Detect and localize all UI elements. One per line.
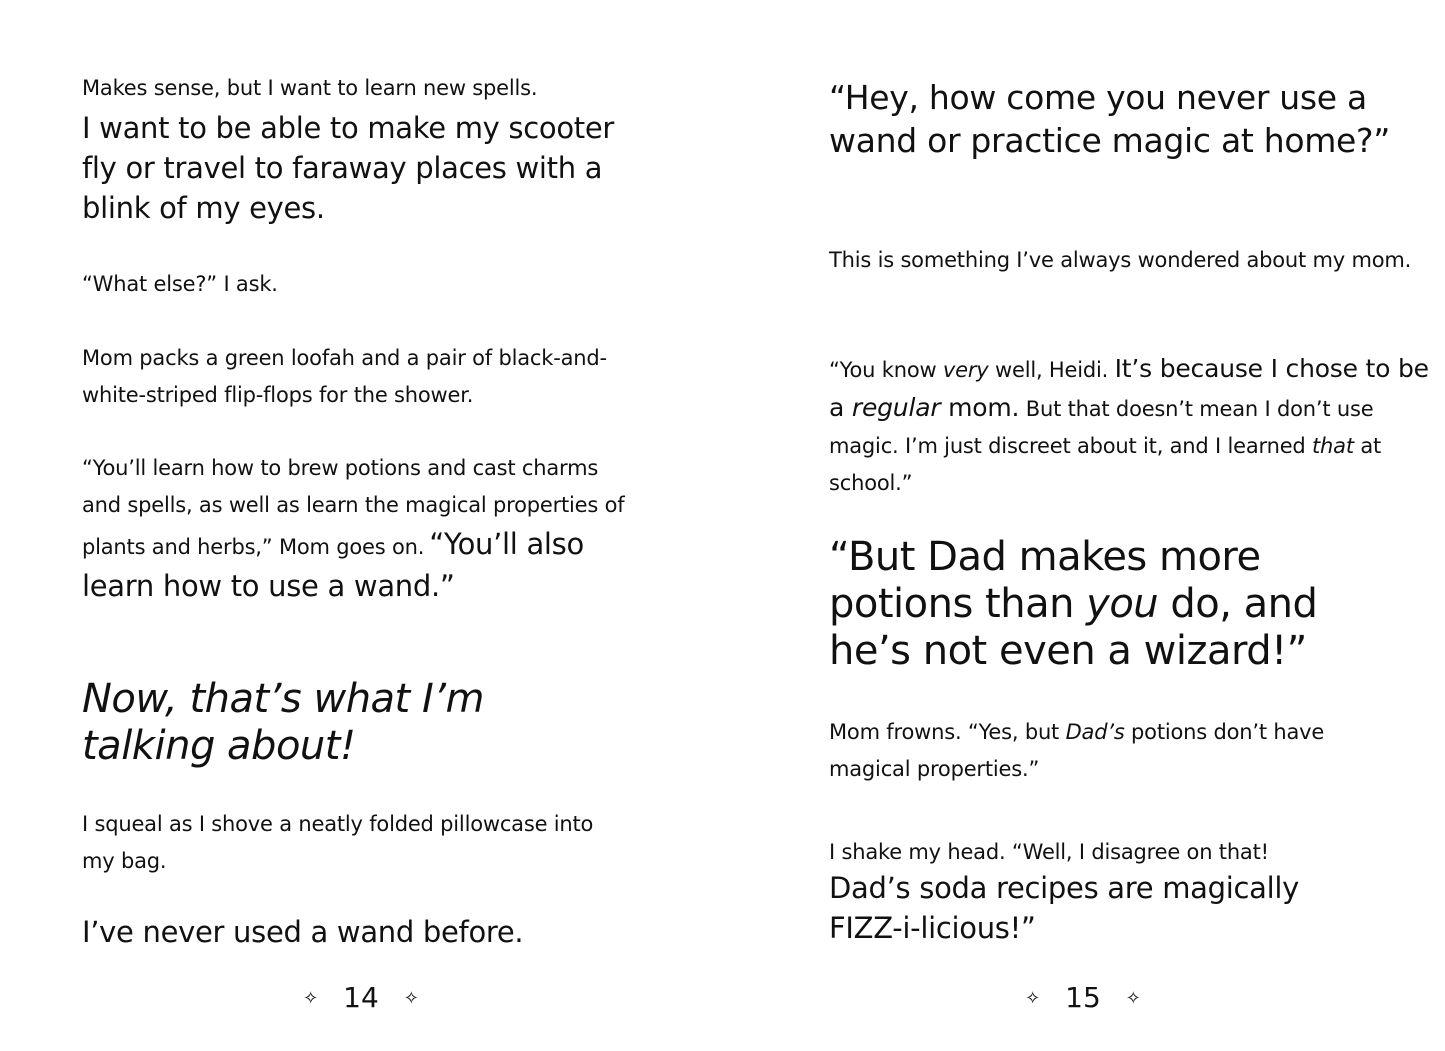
text-segment: do, and he’s not even a wizard!” [829,581,1318,674]
text-segment: “But Dad makes more potions than [829,534,1261,627]
text-segment: Mom frowns. “Yes, but [829,720,1066,744]
text-segment-large: It’s because I chose to be a [829,354,1429,422]
text-segment: “You know [829,358,943,382]
paragraph-always-wondered: This is something I’ve always wondered about my mom. [829,248,1412,272]
text-segment: But that doesn’t mean I don’t use magic. I’m just discreet about it, and I learned [829,397,1374,458]
paragraph-what-else: “What else?” I ask. [82,272,278,296]
paragraph-mom-frowns [829,714,1329,788]
paragraph-spells-intro: Makes sense, but I want to learn new spells. [82,76,538,100]
paragraph-pillowcase: I squeal as I shove a neatly folded pillowcase into my bag. [82,812,594,873]
wand-quote: “You’ll also learn how to use a wand.” [82,527,584,603]
potions-text: “You’ll learn how to brew potions and cast charms and spells, as well as learn the magical properties of plants and herbs,” Mom goes on. [82,456,625,559]
page-number: 14 [343,981,379,1014]
right-page [722,0,1444,1051]
paragraph-hey-how-come: “Hey, how come you never use a wand or practice magic at home?” [829,78,1391,160]
paragraph-dad-potions [829,534,1349,675]
star-ornament-icon: ✧ [303,988,319,1009]
star-ornament-icon: ✧ [403,988,419,1009]
paragraph-scooter: I want to be able to make my scooter fly or travel to faraway places with a blink of my eyes. [82,111,615,225]
star-ornament-icon: ✧ [1025,988,1041,1009]
paragraph-shake-head: I shake my head. “Well, I disagree on that! [829,840,1269,864]
paragraph-loofah: Mom packs a green loofah and a pair of black-and-white-striped flip-flops for the shower. [82,346,607,407]
star-ornament-icon: ✧ [1125,988,1141,1009]
paragraph-fizz-licious: Dad’s soda recipes are magically FIZZ-i-licious!” [829,871,1300,945]
emphasis-text: that [1312,434,1354,458]
left-page [0,0,722,1051]
page-number-right [722,976,1444,1021]
page-number: 15 [1065,981,1101,1014]
text-segment: at school.” [829,434,1382,495]
emphasis-text: very [942,358,989,382]
paragraph-regular-mom [829,350,1429,502]
text-segment-large: mom. [940,393,1020,422]
emphasis-text: Dad’s [1065,720,1125,744]
emphasis-text: you [1086,581,1159,627]
page-number-left [0,976,722,1021]
paragraph-talking-about: Now, that’s what I’m talking about! [82,676,484,769]
emphasis-text: regular [851,393,941,422]
text-segment: potions don’t have magical properties.” [829,720,1325,781]
text-segment: well, Heidi. [988,358,1115,382]
paragraph-never-used-wand: I’ve never used a wand before. [82,915,524,949]
paragraph-potions [82,450,627,606]
